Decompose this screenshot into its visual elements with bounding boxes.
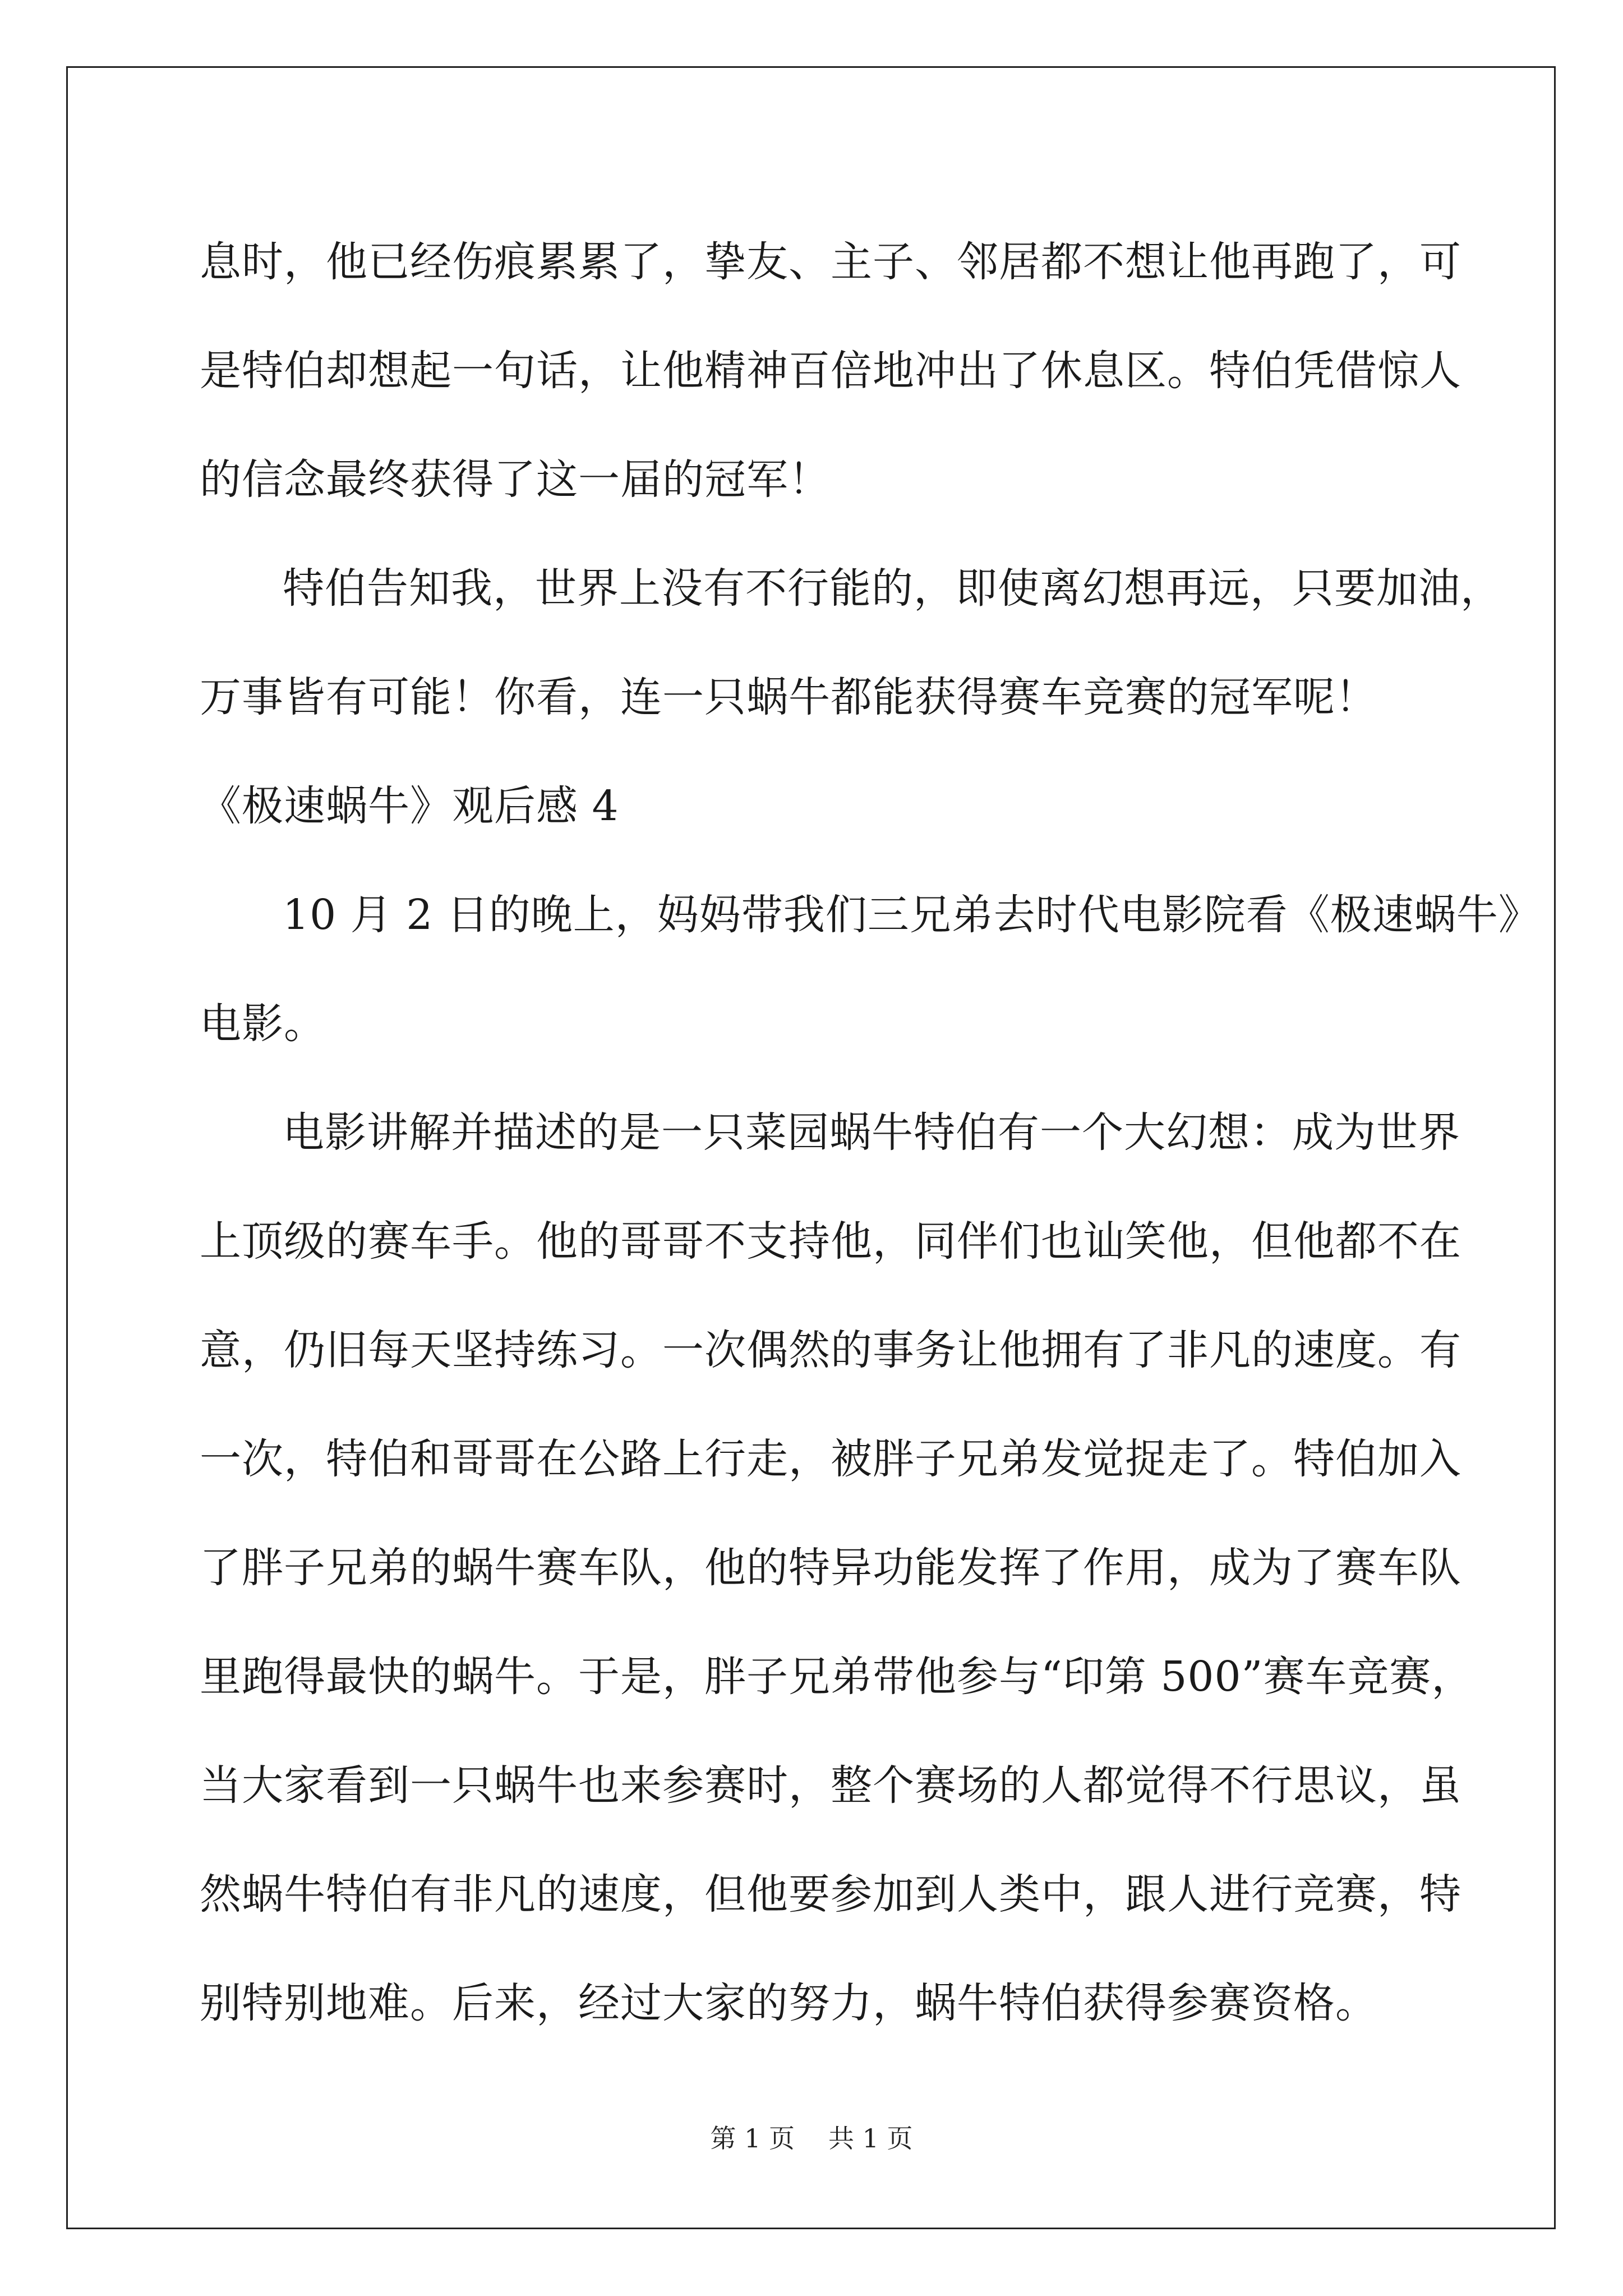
text-line-17: 别特别地难。后来，经过大家的努力，蜗牛特伯获得参赛资格。 <box>200 1979 1377 2027</box>
text-line-5: 万事皆有可能！你看，连一只蜗牛都能获得赛车竞赛的冠军呢！ <box>200 673 1377 721</box>
section-heading: 《极速蜗牛》观后感 4 <box>200 782 619 830</box>
page-footer <box>0 2122 1623 2155</box>
text-line-8: 电影。 <box>200 1000 326 1048</box>
page-number: 第 1 页 <box>710 2123 795 2154</box>
text-line-3: 的信念最终获得了这一届的冠军！ <box>200 455 831 504</box>
text-line-7: 10 月 2 日的晚上，妈妈带我们三兄弟去时代电影院看《极速蜗牛》 <box>283 891 1541 939</box>
page-total: 共 1 页 <box>828 2123 913 2154</box>
text-line-1: 息时，他已经伤痕累累了，挚友、主子、邻居都不想让他再跑了，可 <box>200 238 1461 286</box>
text-line-13: 了胖子兄弟的蜗牛赛车队，他的特异功能发挥了作用，成为了赛车队 <box>200 1544 1461 1592</box>
text-line-10: 上顶级的赛车手。他的哥哥不支持他，同伴们也讪笑他，但他都不在 <box>200 1217 1461 1266</box>
document-body <box>200 208 1541 2058</box>
text-line-15: 当大家看到一只蜗牛也来参赛时，整个赛场的人都觉得不行思议，虽 <box>200 1761 1461 1810</box>
text-line-11: 意，仍旧每天坚持练习。一次偶然的事务让他拥有了非凡的速度。有 <box>200 1326 1461 1374</box>
text-line-4: 特伯告知我，世界上没有不行能的，即使离幻想再远，只要加油， <box>283 564 1502 613</box>
text-line-2: 是特伯却想起一句话，让他精神百倍地冲出了休息区。特伯凭借惊人 <box>200 347 1461 395</box>
text-line-16: 然蜗牛特伯有非凡的速度，但他要参加到人类中，跟人进行竞赛，特 <box>200 1870 1461 1918</box>
text-line-12: 一次，特伯和哥哥在公路上行走，被胖子兄弟发觉捉走了。特伯加入 <box>200 1435 1461 1483</box>
text-line-9: 电影讲解并描述的是一只菜园蜗牛特伯有一个大幻想：成为世界 <box>283 1108 1460 1157</box>
text-line-14: 里跑得最快的蜗牛。于是，胖子兄弟带他参与“印第 500”赛车竞赛， <box>200 1653 1474 1701</box>
